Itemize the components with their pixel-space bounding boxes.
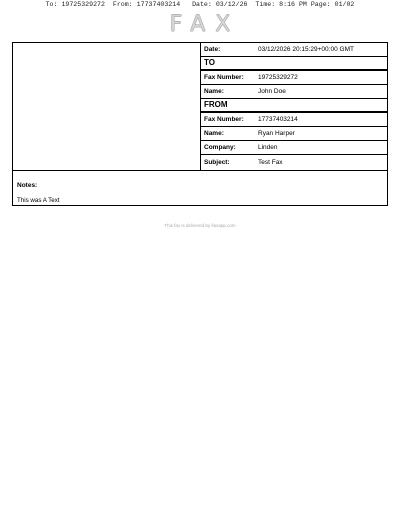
fax-info-panel <box>201 43 387 170</box>
from-fax-number-row <box>201 113 387 127</box>
header-from-number: 17737403214 <box>136 1 181 8</box>
from-name-label: Name: <box>204 130 224 137</box>
to-fax-number-row <box>201 71 387 85</box>
from-section-heading: FROM <box>204 100 228 109</box>
from-section-row <box>201 99 387 113</box>
to-fax-number-value: 19725329272 <box>258 74 298 81</box>
notes-label: Notes: <box>17 182 38 189</box>
fax-transmission-header <box>0 0 400 10</box>
fax-title: FAX <box>169 12 241 37</box>
from-name-row <box>201 127 387 141</box>
date-label: Date: <box>204 46 221 53</box>
date-row <box>201 43 387 57</box>
fax-cover-sheet <box>12 42 388 206</box>
subject-row <box>201 155 387 170</box>
header-date-value: 03/12/26 <box>215 1 248 8</box>
from-fax-number-label: Fax Number: <box>204 116 244 123</box>
to-name-value: John Doe <box>258 88 286 95</box>
to-fax-number-label: Fax Number: <box>204 74 244 81</box>
company-label: Company: <box>204 144 236 151</box>
header-pages-label: Page: <box>310 1 331 8</box>
header-time-label: Time: <box>255 1 276 8</box>
to-section-heading: TO <box>204 58 215 67</box>
to-name-label: Name: <box>204 88 224 95</box>
header-to-label: To: <box>45 1 58 8</box>
date-value: 03/12/2026 20:15:29+00:00 GMT <box>258 46 354 53</box>
header-from-label: From: <box>112 1 133 8</box>
from-fax-number-value: 17737403214 <box>258 116 298 123</box>
company-value: Linden <box>258 144 278 151</box>
header-time-value: 8:16 PM <box>279 1 307 8</box>
to-section-row <box>201 57 387 71</box>
company-row <box>201 141 387 155</box>
header-date-label: Date: <box>192 1 212 8</box>
to-name-row <box>201 85 387 99</box>
subject-value: Test Fax <box>258 159 283 166</box>
delivery-footer: This fax is delivered by ifaxapp.com <box>164 223 236 228</box>
from-name-value: Ryan Harper <box>258 130 295 137</box>
notes-text: This was A Text <box>17 197 60 204</box>
notes-section <box>13 170 387 205</box>
header-pages-value: 01/02 <box>334 1 355 8</box>
header-to-number: 19725329272 <box>61 1 105 8</box>
blank-left-panel <box>13 43 201 170</box>
subject-label: Subject: <box>204 159 230 166</box>
